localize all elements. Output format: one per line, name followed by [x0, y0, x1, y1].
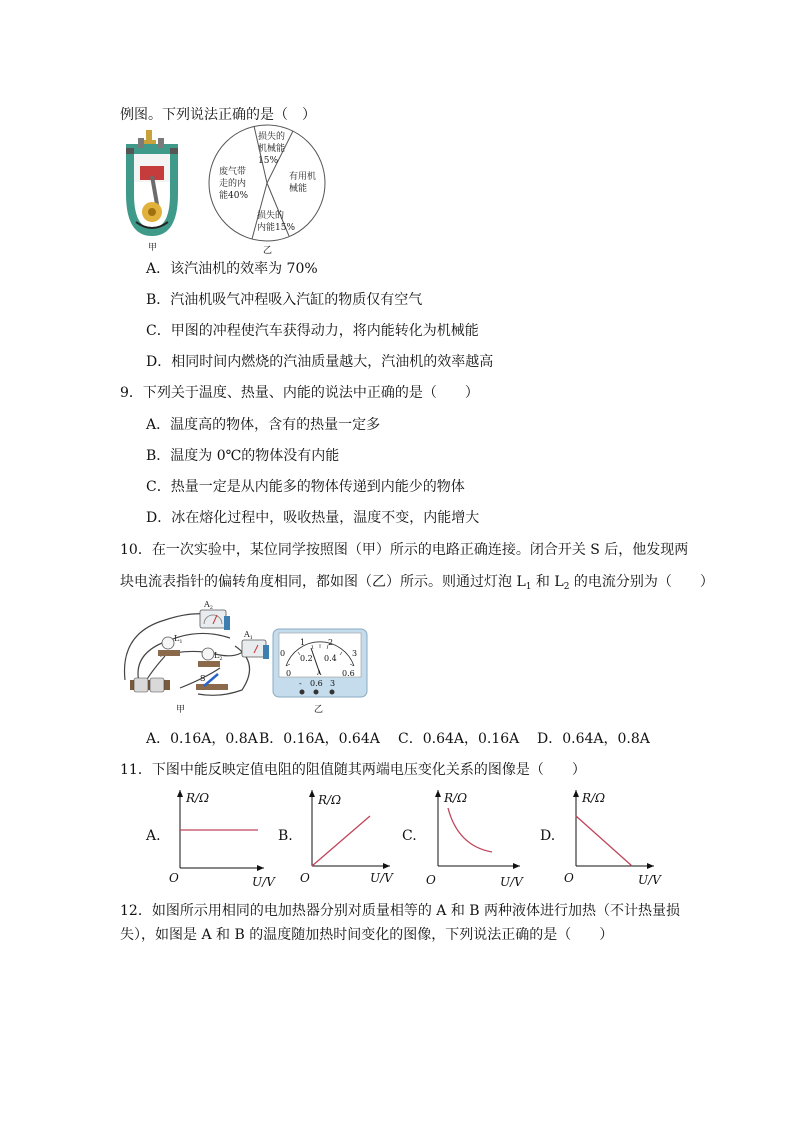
pie-useful-2: 械能: [289, 184, 308, 194]
q10-fig-jia-label: 甲: [176, 705, 186, 715]
q12-line-1: 12．如图所示用相同的电加热器分别对质量相等的 A 和 B 两种液体进行加热（不计热量损: [120, 903, 681, 919]
q10-option-a: A．0.16A，0.8A: [146, 731, 258, 747]
meter-top-2: 2: [328, 638, 334, 647]
graph-d-line: [576, 816, 632, 866]
meter-bottom-0: 0: [286, 669, 292, 678]
q8-fig-yi-label: 乙: [263, 246, 273, 256]
q10-fig-yi-label: 乙: [314, 705, 324, 715]
engine-cylinder-figure: [118, 130, 188, 252]
graph-b: [298, 786, 408, 890]
graph-a-origin: O: [169, 871, 179, 885]
meter-bottom-2: 0.4: [324, 654, 337, 663]
q10-option-c: C．0.64A，0.16A: [398, 731, 520, 747]
graph-d: [562, 786, 672, 890]
meter-terminal-06: 0.6: [310, 679, 323, 688]
pie-lost-mech-2: 机械能: [258, 144, 286, 154]
meter-terminal-3: 3: [330, 679, 336, 688]
graph-a: [166, 786, 276, 890]
circuit-l1-label: $L_1$: [174, 634, 183, 645]
q8-fig-jia-label: 甲: [148, 243, 158, 253]
q11-letter-d: D.: [540, 828, 556, 844]
q10-option-d: D．0.64A，0.8A: [537, 731, 650, 747]
q9-option-b: B．温度为 0℃的物体没有内能: [146, 448, 340, 464]
meter-top-1: 1: [300, 638, 306, 647]
q9-stem: 9．下列关于温度、热量、内能的说法中正确的是（ ）: [120, 385, 479, 401]
q8-option-a: A．该汽油机的效率为 70%: [146, 261, 318, 277]
graph-d-origin: O: [564, 871, 574, 885]
q8-option-d: D．相同时间内燃烧的汽油质量越大，汽油机的效率越高: [146, 354, 494, 370]
circuit-l2-label: $L_2$: [214, 651, 223, 662]
q10-line-2: 块电流表指针的偏转角度相同，都如图（乙）所示。则通过灯泡 $L_1$ 和 $L_2$ 的电流分别为（ ）: [120, 574, 714, 592]
meter-unit: A: [317, 670, 322, 677]
q8-stem-tail: 例图。下列说法正确的是（ ）: [120, 107, 316, 123]
q9-option-d: D．冰在熔化过程中，吸收热量，温度不变，内能增大: [146, 510, 480, 526]
meter-bottom-1: 0.2: [300, 654, 313, 663]
graph-a-ylabel: R/Ω: [186, 791, 210, 805]
graph-d-xlabel: U/V: [638, 873, 661, 887]
graph-b-xlabel: U/V: [370, 871, 393, 885]
circuit-s-label: S: [200, 674, 206, 683]
graph-c-ylabel: R/Ω: [444, 791, 468, 805]
ammeter-figure: [272, 628, 368, 698]
q10-option-b: B．0.16A，0.64A: [259, 731, 380, 747]
meter-terminal-neg: -: [299, 679, 302, 688]
q10-line-1: 10．在一次实验中，某位同学按照图（甲）所示的电路正确连接。闭合开关 S 后，他发现两: [120, 542, 689, 558]
graph-b-line: [312, 816, 370, 866]
graph-c-xlabel: U/V: [500, 875, 523, 889]
graph-c: [424, 786, 534, 890]
circuit-a2-label: $A_2$: [204, 600, 213, 611]
pie-lost-int-2: 内能15%: [257, 223, 296, 233]
q11-stem: 11．下图中能反映定值电阻的阻值随其两端电压变化关系的图像是（ ）: [120, 762, 586, 778]
pie-lost-mech-3: 15%: [258, 156, 279, 166]
pie-lost-mech-1: 损失的: [258, 132, 286, 142]
circuit-a1-label: $A_1$: [244, 630, 253, 641]
q12-line-2: 失），如图是 A 和 B 的温度随加热时间变化的图像，下列说法正确的是（ ）: [120, 927, 614, 943]
meter-bottom-3: 0.6: [342, 669, 355, 678]
graph-c-origin: O: [426, 873, 436, 887]
circuit-figure: [120, 598, 270, 703]
graph-b-ylabel: R/Ω: [318, 793, 342, 807]
pie-lost-int-1: 损失的: [257, 211, 285, 221]
q11-letter-c: C.: [402, 828, 417, 844]
graph-a-xlabel: U/V: [252, 875, 275, 889]
q8-option-c: C．甲图的冲程使汽车获得动力，将内能转化为机械能: [146, 323, 479, 339]
pie-exhaust-1: 废气带: [219, 167, 247, 177]
graph-c-curve: [448, 808, 492, 852]
q8-option-b: B．汽油机吸气冲程吸入汽缸的物质仅有空气: [146, 292, 423, 308]
meter-top-3: 3: [352, 649, 358, 658]
energy-pie-figure: [205, 122, 330, 247]
q11-letter-b: B.: [278, 828, 293, 844]
graph-b-origin: O: [300, 871, 310, 885]
graph-d-ylabel: R/Ω: [582, 791, 606, 805]
pie-exhaust-3: 能40%: [219, 191, 249, 201]
pie-useful-1: 有用机: [289, 172, 317, 182]
meter-top-0: 0: [280, 649, 286, 658]
q11-letter-a: A.: [146, 828, 161, 844]
q9-option-c: C．热量一定是从内能多的物体传递到内能少的物体: [146, 479, 465, 495]
pie-exhaust-2: 走的内: [219, 179, 247, 189]
q9-option-a: A．温度高的物体，含有的热量一定多: [146, 417, 381, 433]
